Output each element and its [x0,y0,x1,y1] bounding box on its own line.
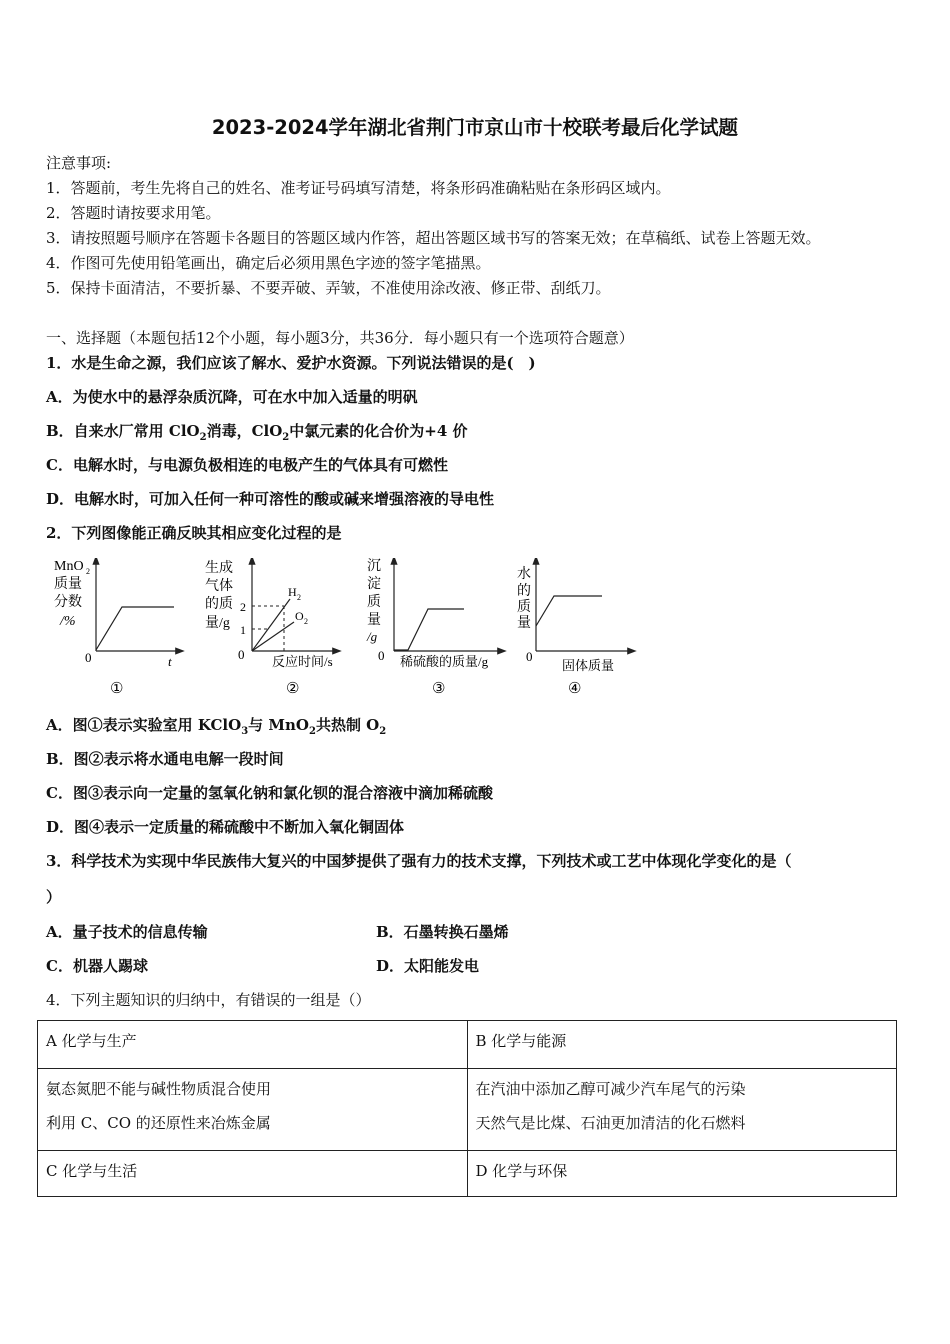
g2-origin: 0 [238,647,245,662]
g2-ylabel-4: 量/g [205,616,230,631]
q1-option-c: C．电解水时，与电源负极相连的电极产生的气体具有可燃性 [46,456,448,474]
q1-option-a: A．为使水中的悬浮杂质沉降，可在水中加入适量的明矾 [46,388,418,406]
q1-option-d: D．电解水时，可加入任何一种可溶性的酸或碱来增强溶液的导电性 [46,490,495,508]
g4-ylabel-3: 质 [517,600,531,615]
page-title: 2023-2024学年湖北省荆门市京山市十校联考最后化学试题 [211,116,739,139]
g2-ylabel-2: 气体 [205,579,233,594]
notice-4: 4．作图可先使用铅笔画出，确定后必须用黑色字迹的签字笔描黑。 [46,254,491,272]
table-cell-d-head: D 化学与环保 [467,1151,897,1197]
g3-ylabel-4: 量 [367,613,381,628]
q3-stem: 3．科学技术为实现中华民族伟大复兴的中国梦提供了强有力的技术支撑，下列技术或工艺中体现化学变化的是（ [46,852,792,870]
g4-ylabel-1: 水 [517,567,531,582]
g3-ylabel-2: 淀 [367,577,381,592]
table-cell-b-body: 在汽油中添加乙醇可减少汽车尾气的污染 天然气是比煤、石油更加清洁的化石燃料 [467,1069,897,1151]
q3-stem-end: ） [46,888,62,906]
q2-option-a: A．图①表示实验室用 KClO$_3$与 MnO$_2$共热制 $O_2$ [46,716,387,737]
notice-heading: 注意事项: [46,154,112,172]
g3-xlabel: 稀硫酸的质量/g [400,654,489,669]
table-cell-b-head: B 化学与能源 [467,1021,897,1069]
q4-stem: 4．下列主题知识的归纳中，有错误的一组是（） [46,991,371,1009]
q3-option-b: B．石墨转换石墨烯 [376,923,509,941]
g1-number: ① [110,681,124,697]
q1-option-b: B．自来水厂常用 ClO$_2$消毒，ClO$_2$中氯元素的化合价为+4 价 [46,422,468,443]
table-cell-c-head: C 化学与生活 [38,1151,468,1197]
g4-ylabel-2: 的 [517,584,531,599]
g2-h2-label: H [288,585,297,599]
g3-ylabel-5: /g [367,629,378,644]
q2-stem: 2．下列图像能正确反映其相应变化过程的是 [46,524,342,542]
table-cell-a-head: A 化学与生产 [38,1021,468,1069]
g2-ylabel-1: 生成 [205,561,233,576]
g3-origin: 0 [378,648,385,663]
q3-option-d: D．太阳能发电 [376,957,480,975]
g2-h2-sub: 2 [297,593,301,602]
g2-tick-2: 2 [240,600,246,614]
graph-1 [52,558,187,698]
g3-ylabel-3: 质 [367,595,381,610]
q2-option-b: B．图②表示将水通电电解一段时间 [46,750,284,768]
table-cell-a-body: 氨态氮肥不能与碱性物质混合使用 利用 C、CO 的还原性来冶炼金属 [38,1069,468,1151]
g2-number: ② [286,681,300,697]
g2-o2-label: O [295,609,304,623]
q2-option-c: C．图③表示向一定量的氢氧化钠和氯化钡的混合溶液中滴加稀硫酸 [46,784,493,802]
notice-3: 3．请按照题号顺序在答题卡各题目的答题区域内作答，超出答题区域书写的答案无效；在草稿纸、试卷上答题无效。 [46,229,821,247]
g4-origin: 0 [526,649,533,664]
g3-ylabel-1: 沉 [367,559,381,574]
g4-number: ④ [568,681,582,697]
g1-ylabel-sub: 2 [86,567,90,576]
graph-2 [202,558,352,698]
g2-tick-1: 1 [240,623,246,637]
notice-5: 5．保持卡面清洁，不要折暴、不要弄破、弄皱，不准使用涂改液、修正带、刮纸刀。 [46,279,611,297]
g2-ylabel-3: 的质 [205,597,233,612]
notice-1: 1．答题前，考生先将自己的姓名、准考证号码填写清楚，将条形码准确粘贴在条形码区域内。 [46,179,671,197]
g3-number: ③ [432,681,446,697]
g1-xlabel: t [168,654,172,669]
q4-table [37,1020,897,1197]
graph-4 [514,558,644,698]
g4-xlabel: 固体质量 [562,658,615,673]
q1-stem: 1．水是生命之源，我们应该了解水、爱护水资源。下列说法错误的是( ) [46,354,536,372]
q3-option-c: C．机器人踢球 [46,957,148,975]
q2-option-d: D．图④表示一定质量的稀硫酸中不断加入氧化铜固体 [46,818,405,836]
notice-2: 2．答题时请按要求用笔。 [46,204,221,222]
g2-o2-sub: 2 [304,617,308,626]
g1-ylabel-2: 质量 [54,577,82,592]
section-heading: 一、选择题（本题包括12个小题，每小题3分，共36分．每小题只有一个选项符合题意） [46,329,634,347]
g4-ylabel-4: 量 [517,616,531,631]
graph-3 [364,558,514,698]
g1-ylabel-3: 分数 [54,595,82,610]
g1-origin: 0 [85,650,92,665]
g1-ylabel-1: MnO [54,559,84,574]
q3-option-a: A．量子技术的信息传输 [46,923,208,941]
g2-xlabel: 反应时间/s [272,654,333,669]
g1-ylabel-4: /% [60,614,76,629]
